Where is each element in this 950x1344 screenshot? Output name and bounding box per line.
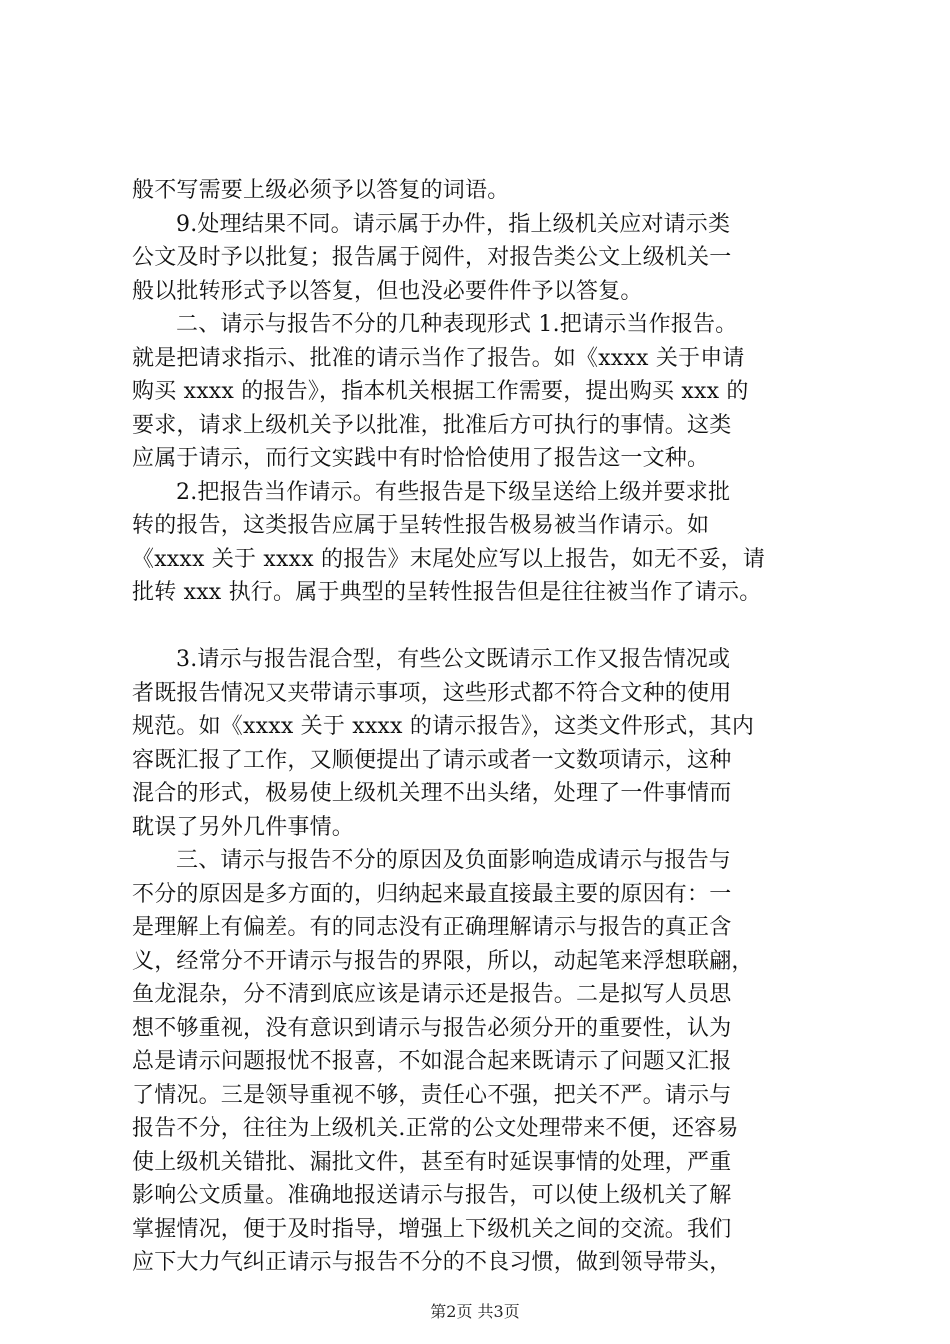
- document-body: [132, 174, 852, 1280]
- text-line: 容既汇报了工作，又顺便提出了请示或者一文数项请示，这种: [132, 747, 732, 773]
- text-line: 掌握情况，便于及时指导，增强上下级机关之间的交流。我们: [132, 1216, 732, 1242]
- text-line: 不分的原因是多方面的，归纳起来最直接最主要的原因有：一: [132, 881, 732, 907]
- text-line: 想不够重视，没有意识到请示与报告必须分开的重要性，认为: [132, 1015, 732, 1041]
- text-line: 般以批转形式予以答复，但也没必要件件予以答复。: [132, 278, 643, 304]
- text-line: 者既报告情况又夹带请示事项，这些形式都不符合文种的使用: [132, 680, 732, 706]
- text-line: 公文及时予以批复；报告属于阅件，对报告类公文上级机关一: [132, 245, 732, 270]
- text-line: 二、请示与报告不分的几种表现形式 1.把请示当作报告。: [176, 312, 738, 337]
- text-line: 总是请示问题报忧不报喜，不如混合起来既请示了问题又汇报: [132, 1049, 732, 1074]
- text-line: 使上级机关错批、漏批文件，甚至有时延误事情的处理，严重: [132, 1149, 732, 1175]
- text-line: 了情况。三是领导重视不够，责任心不强，把关不严。请示与: [132, 1082, 732, 1108]
- text-line: 三、请示与报告不分的原因及负面影响造成请示与报告与: [176, 848, 732, 873]
- text-line: 批转 xxx 执行。属于典型的呈转性报告但是往往被当作了请示。: [132, 580, 762, 605]
- text-line: 义，经常分不开请示与报告的界限，所以，动起笔来浮想联翩，: [132, 948, 754, 974]
- text-line: 应下大力气纠正请示与报告不分的不良习惯，做到领导带头，: [132, 1250, 732, 1275]
- text-line: 9.处理结果不同。请示属于办件，指上级机关应对请示类: [176, 211, 731, 237]
- text-line: 转的报告，这类报告应属于呈转性报告极易被当作请示。如: [132, 513, 710, 538]
- text-line: 3.请示与报告混合型，有些公文既请示工作又报告情况或: [176, 647, 731, 672]
- text-line: 购买 xxxx 的报告》，指本机关根据工作需要，提出购买 xxx 的: [132, 379, 749, 404]
- text-line: 应属于请示，而行文实践中有时恰恰使用了报告这一文种。: [132, 446, 710, 471]
- text-line: 《xxxx 关于 xxxx 的报告》末尾处应写以上报告，如无不妥，请: [132, 546, 766, 572]
- text-line: 耽误了另外几件事情。: [132, 814, 355, 840]
- text-line: 混合的形式，极易使上级机关理不出头绪，处理了一件事情而: [132, 781, 732, 806]
- text-line: 般不写需要上级必须予以答复的词语。: [132, 178, 510, 203]
- text-line: 就是把请求指示、批准的请示当作了报告。如《xxxx 关于申请: [132, 345, 745, 371]
- text-line: 要求，请求上级机关予以批准，批准后方可执行的事情。这类: [132, 412, 732, 438]
- text-line: 是理解上有偏差。有的同志没有正确理解请示与报告的真正含: [132, 915, 732, 940]
- text-line: 影响公文质量。准确地报送请示与报告，可以使上级机关了解: [132, 1183, 732, 1208]
- page-number-footer: 第2页 共3页: [430, 1302, 520, 1321]
- paragraph-gap: [132, 610, 852, 644]
- text-line: 报告不分，往往为上级机关.正常的公文处理带来不便，还容易: [132, 1116, 739, 1141]
- text-line: 规范。如《xxxx 关于 xxxx 的请示报告》，这类文件形式，其内: [132, 714, 755, 739]
- text-line: 鱼龙混杂，分不清到底应该是请示还是报告。二是拟写人员思: [132, 982, 732, 1007]
- text-line: 2.把报告当作请示。有些报告是下级呈送给上级并要求批: [176, 479, 731, 505]
